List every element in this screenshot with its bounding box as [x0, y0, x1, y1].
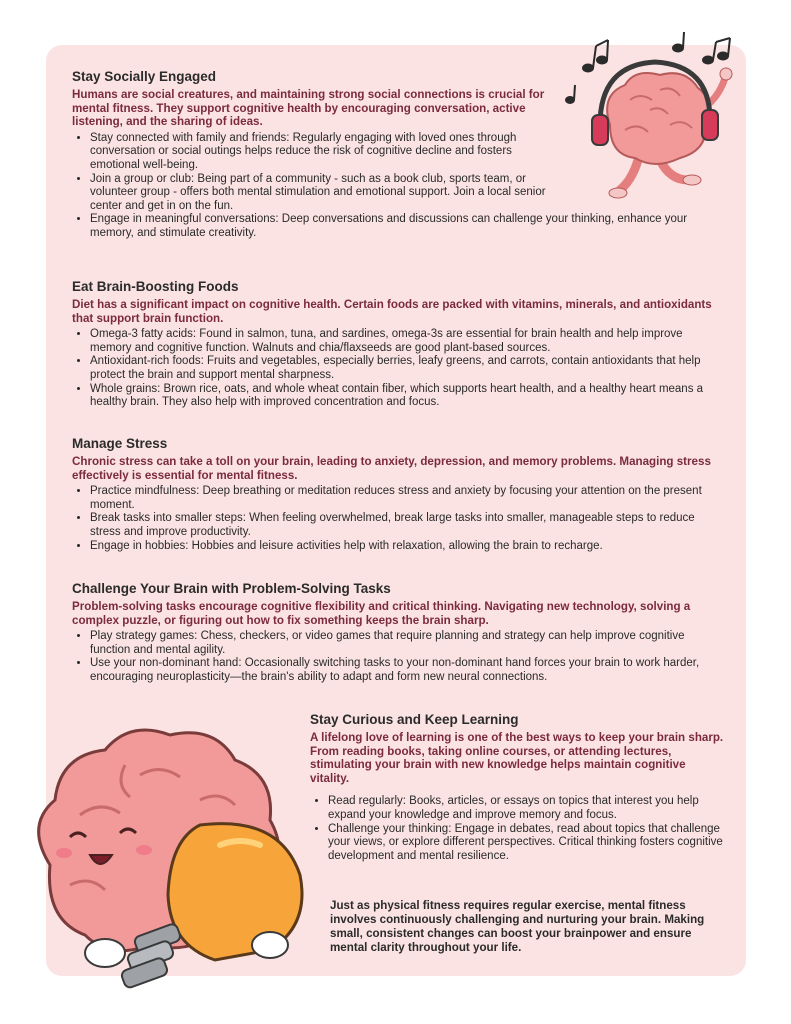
dancing-brain-headphones-illustration	[560, 30, 745, 210]
section-intro: Diet has a significant impact on cognitive health. Certain foods are packed with vitamins, minerals, and antioxidants that support brain function.	[72, 298, 712, 325]
section-problem-solving	[72, 581, 722, 685]
section-title: Stay Socially Engaged	[72, 69, 217, 84]
list-item: • Practice mindfulness: Deep breathing or meditation reduces stress and anxiety by focusing your attention on the present moment.	[90, 485, 722, 512]
section-title: Eat Brain-Boosting Foods	[72, 279, 239, 294]
brain-lightbulb-illustration	[20, 705, 320, 1005]
section-brain-foods	[72, 279, 722, 410]
list-item: • Play strategy games: Chess, checkers, or video games that require planning and strategy can help improve cognitive function and mental agility.	[90, 630, 722, 657]
section-socially-engaged	[72, 69, 688, 241]
list-item: • Use your non-dominant hand: Occasionally switching tasks to your non-dominant hand forces your brain to work harder, encouraging neuroplasticity—the brain's ability to adapt and form new neural connections.	[90, 657, 722, 684]
list-item: • Read regularly: Books, articles, or essays on topics that interest you help expand your knowledge and improve memory and focus.	[328, 795, 725, 822]
bullet-list	[72, 328, 722, 410]
list-item: • Stay connected with family and friends: Regularly engaging with loved ones through conversation or social outings helps reduce the risk of cognitive decline and fosters emotional well-being.	[90, 132, 552, 173]
section-title: Manage Stress	[72, 436, 168, 451]
list-item: • Break tasks into smaller steps: When feeling overwhelmed, break large tasks into smaller, manageable steps to reduce stress and improve productivity.	[90, 512, 722, 539]
bullet-list	[72, 485, 722, 553]
list-item: • Omega-3 fatty acids: Found in salmon, tuna, and sardines, omega-3s are essential for brain health and help improve memory and cognitive function. Walnuts and chia/flaxseeds are good plant-based sources.	[90, 328, 722, 355]
list-item: • Engage in hobbies: Hobbies and leisure activities help with relaxation, allowing the brain to recharge.	[90, 540, 722, 554]
section-title: Stay Curious and Keep Learning	[310, 712, 519, 727]
section-intro: Chronic stress can take a toll on your brain, leading to anxiety, depression, and memory problems. Managing stress effectively is essential for mental fitness.	[72, 455, 711, 482]
section-keep-learning	[310, 712, 725, 863]
section-manage-stress	[72, 436, 722, 553]
closing-statement: Just as physical fitness requires regular exercise, mental fitness involves continuously challenging and nurturing your brain. Making small, consistent changes can boost your brainpower and ensure mental clarity throughout your life.	[330, 899, 705, 954]
bullet-list	[72, 630, 722, 684]
section-intro: Problem-solving tasks encourage cognitive flexibility and critical thinking. Navigating new technology, solving a complex puzzle, or figuring out how to fix something keeps the brain sharp.	[72, 600, 691, 627]
section-intro: Humans are social creatures, and maintaining strong social connections is crucial for mental fitness. They support cognitive health by encouraging conversation, active listening, and the sharing of ideas.	[72, 88, 545, 129]
bullet-list	[72, 131, 688, 241]
list-item: • Whole grains: Brown rice, oats, and whole wheat contain fiber, which supports heart health, and a healthy heart means a healthy brain. They also help with improved concentration and focus.	[90, 383, 722, 410]
bullet-list	[310, 795, 725, 863]
list-item: • Join a group or club: Being part of a community - such as a book club, sports team, or volunteer group - offers both mental stimulation and emotional support. Join a local senior center and get in on the fun.	[90, 173, 552, 214]
list-item: • Challenge your thinking: Engage in debates, read about topics that challenge your views, or explore different perspectives. Critical thinking fosters cognitive development and mental resilience.	[328, 823, 725, 864]
list-item: • Engage in meaningful conversations: Deep conversations and discussions can challenge your thinking, enhance your memory, and stimulate creativity.	[90, 213, 730, 240]
section-intro: A lifelong love of learning is one of the best ways to keep your brain sharp. From reading books, taking online courses, or attending lectures, stimulating your brain with new knowledge helps maintain cognitive vitality.	[310, 731, 724, 785]
section-title: Challenge Your Brain with Problem-Solving Tasks	[72, 581, 391, 596]
list-item: • Antioxidant-rich foods: Fruits and vegetables, especially berries, leafy greens, and carrots, contain antioxidants that help protect the brain and support mental sharpness.	[90, 355, 722, 382]
